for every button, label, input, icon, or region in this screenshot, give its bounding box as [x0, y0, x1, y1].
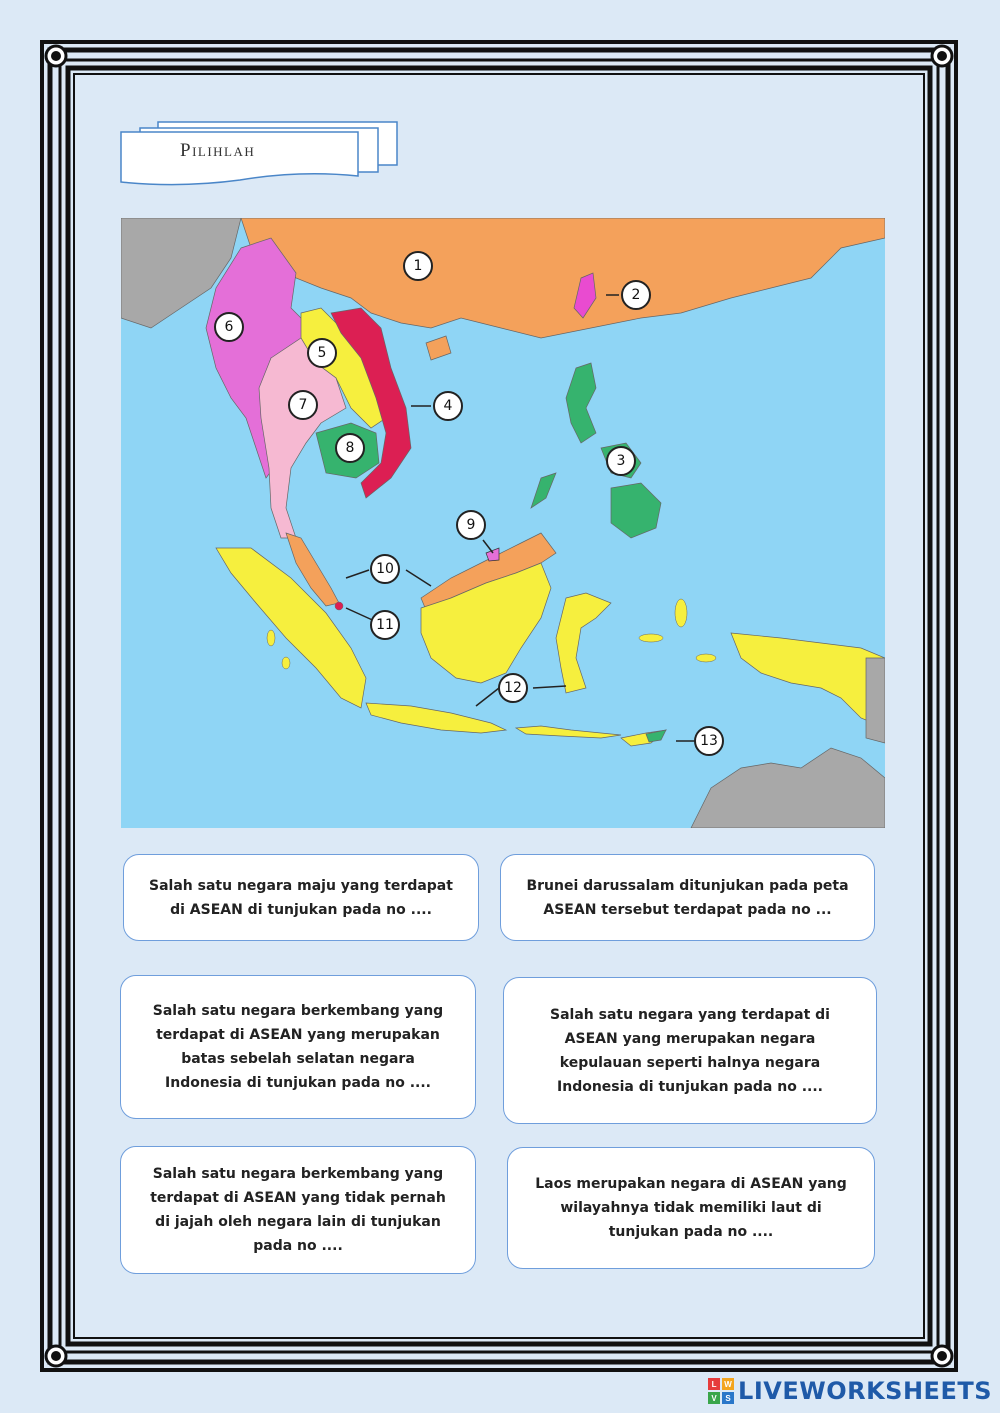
map-marker-7: 7 [288, 390, 318, 420]
brand-name: LIVEWORKSHEETS [738, 1377, 992, 1405]
question-text-5: Salah satu negara berkembang yang terdapat di ASEAN yang tidak pernah di jajah oleh negara lain di tunjukan pada no .... [150, 1166, 446, 1254]
logo-letter-v: V [708, 1392, 720, 1404]
question-box-2[interactable] [500, 854, 875, 941]
question-text-3: Salah satu negara berkembang yang terdapat di ASEAN yang merupakan batas sebelah selatan negara Indonesia di tunjukan pada no .... [152, 1003, 444, 1091]
map-marker-2: 2 [621, 280, 651, 310]
map-marker-13: 13 [694, 726, 724, 756]
map-marker-11: 11 [370, 610, 400, 640]
map-marker-6: 6 [214, 312, 244, 342]
page-title: Pilihlah [180, 140, 256, 161]
map-marker-4: 4 [433, 391, 463, 421]
question-box-4[interactable] [503, 977, 877, 1124]
logo-letter-w: W [722, 1378, 734, 1390]
question-text-4: Salah satu negara yang terdapat di ASEAN yang merupakan negara kepulauan seperti halnya negara Indonesia di tunjukan pada no .... [550, 1006, 830, 1095]
question-box-1[interactable] [123, 854, 479, 941]
brand-footer [708, 1377, 992, 1405]
logo-letter-l: L [708, 1378, 720, 1390]
map-marker-10: 10 [370, 554, 400, 584]
title-banner [120, 120, 400, 190]
brand-logo-icon [708, 1378, 734, 1404]
map-marker-8: 8 [335, 433, 365, 463]
question-box-3[interactable] [120, 975, 476, 1119]
map-marker-9: 9 [456, 510, 486, 540]
map-marker-12: 12 [498, 673, 528, 703]
question-text-1: Salah satu negara maju yang terdapat di ASEAN di tunjukan pada no .... [149, 877, 453, 918]
map-number-labels [121, 218, 885, 828]
map-marker-5: 5 [307, 338, 337, 368]
logo-letter-s: S [722, 1392, 734, 1404]
question-text-6: Laos merupakan negara di ASEAN yang wilayahnya tidak memiliki laut di tunjukan pada no .... [535, 1176, 847, 1240]
map-marker-1: 1 [403, 251, 433, 281]
map-marker-3: 3 [606, 446, 636, 476]
question-box-5[interactable] [120, 1146, 476, 1274]
question-box-6[interactable] [507, 1147, 875, 1269]
asean-map [121, 218, 885, 828]
question-text-2: Brunei darussalam ditunjukan pada peta ASEAN tersebut terdapat pada no ... [526, 877, 849, 918]
